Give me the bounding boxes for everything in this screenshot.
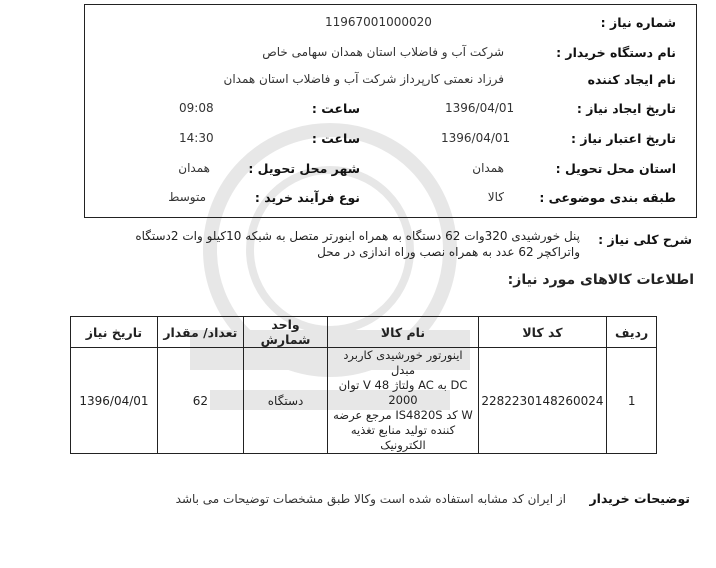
summary-line-1: پنل خورشیدی 320وات 62 دستگاه به همراه اینورتر متصل به شبکه 10کیلو وات 2دستگاه [135,229,580,243]
goods-name-line: اینورتور خورشیدی کاربرد مبدل [343,348,463,377]
header-quantity: تعداد/ مقدار [157,317,243,348]
category-value: کالا [487,190,504,204]
summary-label: شرح کلی نیاز : [598,232,692,247]
delivery-city-label: شهر محل تحویل : [248,161,360,176]
buyer-name: شرکت آب و فاضلاب استان همدان سهامی خاص [262,45,504,59]
created-date: 1396/04/01 [445,101,515,115]
summary-text [20,228,580,260]
cell-goods-code: 2282230148260024 [478,348,607,454]
cell-need-date: 1396/04/01 [71,348,158,454]
valid-time: 14:30 [179,131,214,145]
table-row [71,348,657,454]
purchase-type-label: نوع فرآیند خرید : [254,190,360,205]
valid-date-label: تاریخ اعتبار نیاز : [571,131,676,146]
created-time: 09:08 [179,101,214,115]
valid-date: 1396/04/01 [441,131,511,145]
table-header-row [71,317,657,348]
delivery-province-label: استان محل تحویل : [555,161,676,176]
goods-name-line: W کد IS4820S مرجع عرضه [333,408,473,422]
buyer-notes-label: توضیحات خریدار [589,491,690,506]
cell-row-number: 1 [607,348,657,454]
header-goods-code: کد کالا [478,317,607,348]
delivery-city: همدان [178,161,210,175]
header-goods-name: نام کالا [328,317,478,348]
purchase-type: متوسط [168,190,206,204]
goods-name-line: کننده تولید منابع تغذیه الکترونیک [350,423,456,452]
created-time-label: ساعت : [311,101,360,116]
creator-label: نام ایجاد کننده [587,72,676,87]
header-need-date: تاریخ نیاز [71,317,158,348]
category-label: طبقه بندی موضوعی : [539,190,676,205]
cell-goods-name [328,348,478,454]
valid-time-label: ساعت : [311,131,360,146]
items-section-title: اطلاعات کالاهای مورد نیاز: [507,272,694,288]
header-unit: واحد شمارش [243,317,328,348]
header-row-number: ردیف [607,317,657,348]
created-date-label: تاریخ ایجاد نیاز : [576,101,676,116]
cell-unit: دستگاه [243,348,328,454]
creator-name: فرزاد نعمتی کارپرداز شرکت آب و فاضلاب استان همدان [223,72,504,86]
summary-line-2: واتراکچر 62 عدد به همراه نصب وراه اندازی در محل [317,245,580,259]
delivery-province: همدان [472,161,504,175]
buyer-label: نام دستگاه خریدار : [556,45,676,60]
need-number: 11967001000020 [325,15,432,29]
cell-quantity: 62 [157,348,243,454]
goods-name-line: DC به AC ولتاژ 48 V توان 2000 [338,378,468,407]
need-info-box [84,4,697,218]
need-number-label: شماره نیاز : [600,15,676,30]
items-table [70,316,657,454]
buyer-notes-text: از ایران کد مشابه استفاده شده است وکالا طبق مشخصات توضیحات می باشد [175,492,566,506]
